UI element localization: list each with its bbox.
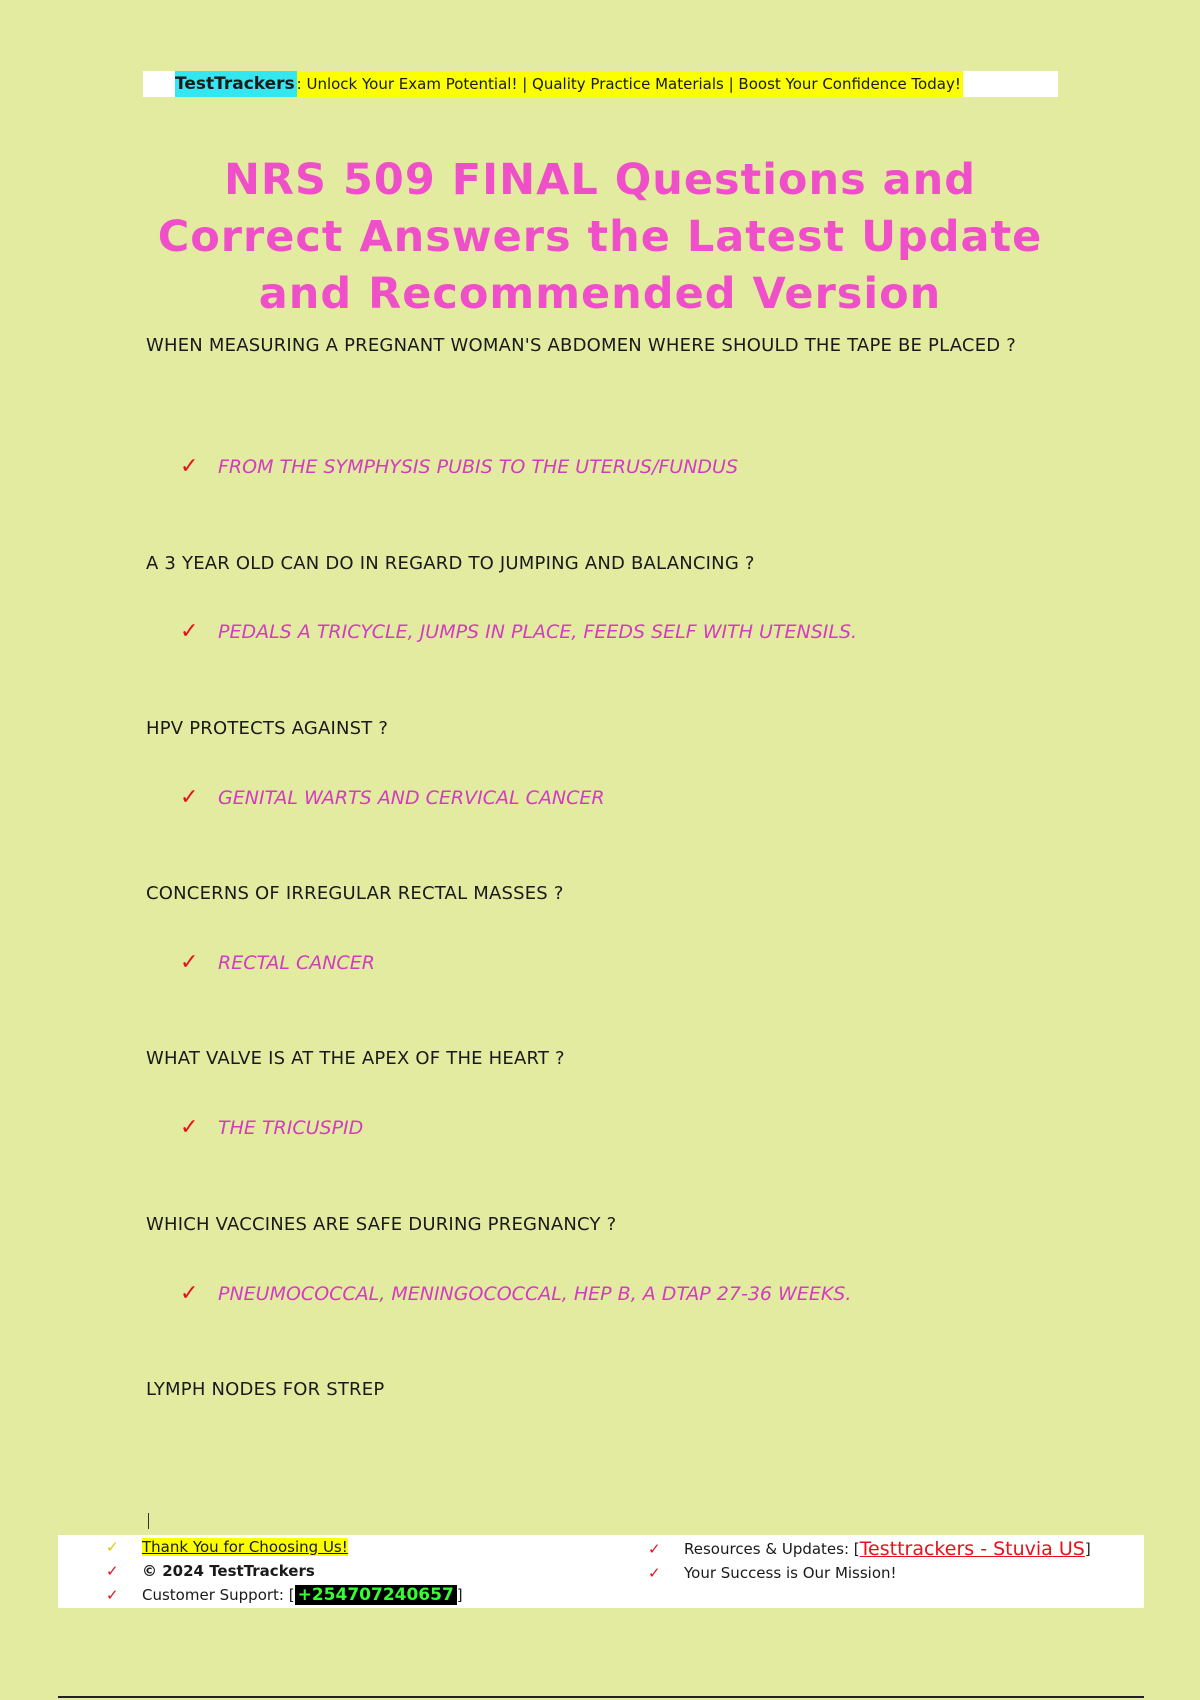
check-icon: ✓ <box>106 1562 119 1580</box>
question-6: WHICH VACCINES ARE SAFE DURING PREGNANCY ? <box>146 1214 617 1235</box>
answer-3 <box>180 785 1040 810</box>
answer-6 <box>180 1281 1040 1306</box>
check-icon: ✓ <box>180 1115 199 1140</box>
answer-2-text: PEDALS A TRICYCLE, JUMPS IN PLACE, FEEDS SELF WITH UTENSILS. <box>218 620 858 643</box>
support-phone[interactable]: +254707240657 <box>295 1585 457 1605</box>
question-3: HPV PROTECTS AGAINST ? <box>146 718 389 739</box>
question-2: A 3 YEAR OLD CAN DO IN REGARD TO JUMPING AND BALANCING ? <box>146 553 755 574</box>
page-bottom-rule <box>58 1696 1144 1698</box>
support-label: Customer Support: [ <box>142 1586 295 1604</box>
header-banner <box>143 71 1058 97</box>
check-icon: ✓ <box>648 1564 661 1582</box>
answer-6-text: PNEUMOCOCCAL, MENINGOCOCCAL, HEP B, A DTAP 27-36 WEEKS. <box>218 1282 852 1305</box>
brand-name: TestTrackers <box>175 71 297 97</box>
answer-5 <box>180 1115 1040 1140</box>
answer-3-text: GENITAL WARTS AND CERVICAL CANCER <box>218 786 605 809</box>
question-1: WHEN MEASURING A PREGNANT WOMAN'S ABDOMEN WHERE SHOULD THE TAPE BE PLACED ? <box>146 335 1017 356</box>
mission-text: Your Success is Our Mission! <box>684 1564 897 1582</box>
resources-label: Resources & Updates: [ <box>684 1540 860 1558</box>
answer-4-text: RECTAL CANCER <box>218 951 375 974</box>
check-icon: ✓ <box>648 1540 661 1558</box>
question-7: LYMPH NODES FOR STREP <box>146 1379 385 1400</box>
check-icon: ✓ <box>180 785 199 810</box>
footer-mission <box>648 1562 897 1584</box>
banner-spacer <box>143 71 175 97</box>
brand-tagline: : Unlock Your Exam Potential! | Quality Practice Materials | Boost Your Confidence Today! <box>297 71 963 97</box>
check-icon: ✓ <box>180 454 199 479</box>
copyright-text: © 2024 TestTrackers <box>142 1562 315 1580</box>
answer-2 <box>180 619 1040 644</box>
text-cursor <box>148 1513 149 1529</box>
footer-copyright <box>106 1560 315 1582</box>
document-title: NRS 509 FINAL Questions and Correct Answers the Latest Update and Recommended Version <box>157 155 1043 319</box>
footer <box>58 1535 1144 1608</box>
support-close: ] <box>456 1586 463 1604</box>
check-icon: ✓ <box>180 1281 199 1306</box>
thanks-text: Thank You for Choosing Us! <box>142 1538 348 1556</box>
resources-link[interactable]: Testtrackers - Stuvia US <box>859 1538 1085 1560</box>
answer-1-text: FROM THE SYMPHYSIS PUBIS TO THE UTERUS/FUNDUS <box>218 455 739 478</box>
footer-thanks <box>106 1536 348 1558</box>
check-icon: ✓ <box>106 1538 119 1556</box>
footer-resources <box>648 1538 1091 1560</box>
question-5: WHAT VALVE IS AT THE APEX OF THE HEART ? <box>146 1048 565 1069</box>
resources-close: ] <box>1084 1540 1091 1558</box>
answer-4 <box>180 950 1040 975</box>
check-icon: ✓ <box>106 1586 119 1604</box>
check-icon: ✓ <box>180 619 199 644</box>
answer-5-text: THE TRICUSPID <box>218 1116 364 1139</box>
answer-1 <box>180 454 1040 479</box>
footer-support <box>106 1584 463 1606</box>
question-4: CONCERNS OF IRREGULAR RECTAL MASSES ? <box>146 883 564 904</box>
check-icon: ✓ <box>180 950 199 975</box>
